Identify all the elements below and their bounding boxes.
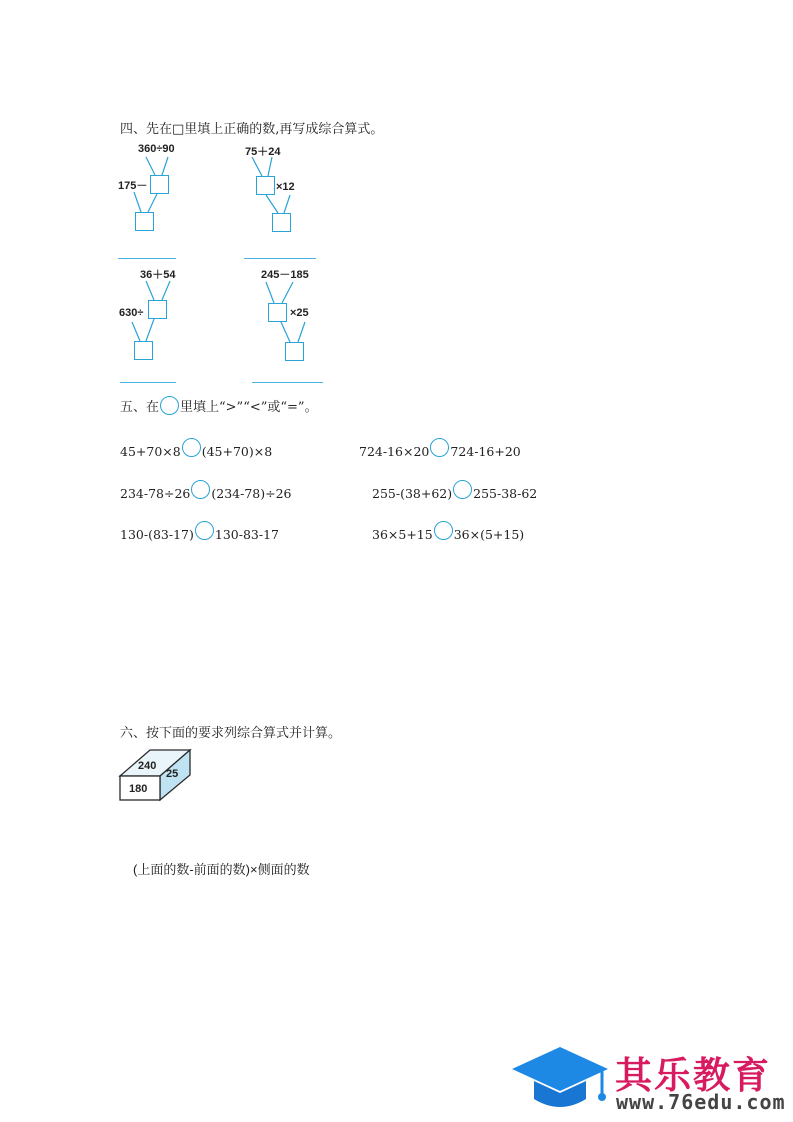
expr-left: 36×5+15: [372, 527, 433, 542]
diagram-top-expr: 36＋54: [140, 269, 176, 281]
comparison-item: [120, 484, 292, 503]
brand-url[interactable]: www.76edu.com: [616, 1090, 786, 1114]
diagram-top-expr: 245－185: [261, 269, 309, 281]
diagram-top-expr: 360÷90: [138, 143, 175, 155]
cuboid-front-number: 180: [129, 783, 148, 795]
comparison-item: [120, 525, 279, 544]
cuboid-side-number: 25: [166, 768, 179, 780]
expr-right: (234-78)÷26: [211, 486, 292, 501]
compare-circle[interactable]: [434, 521, 453, 540]
tree-connectors: [0, 0, 793, 400]
section4-heading: 四、先在□里填上正确的数,再写成综合算式。: [120, 122, 384, 137]
diagram-side-expr: 630÷: [119, 307, 144, 319]
expr-right: 130-83-17: [214, 527, 279, 542]
comparison-item: [372, 484, 537, 503]
compare-circle[interactable]: [430, 438, 449, 457]
diagram-side-expr: 175－: [118, 180, 148, 192]
compare-circle[interactable]: [191, 480, 210, 499]
brand-name: 其乐教育: [615, 1054, 771, 1097]
heading-text-post: 里填上“>”“<”或“=”。: [180, 400, 318, 415]
expr-left: 130-(83-17): [120, 527, 194, 542]
expr-right: (45+70)×8: [201, 444, 273, 459]
section5-heading: [120, 396, 318, 417]
graduation-cap-icon: [510, 1043, 610, 1115]
diagram-top-expr: 75＋24: [245, 146, 281, 158]
expr-right: 255-38-62: [473, 486, 538, 501]
heading-text-pre: 五、在: [120, 400, 160, 415]
comparison-item: [120, 442, 272, 461]
requirement-text: (上面的数-前面的数)×侧面的数: [133, 862, 310, 877]
cuboid-top-number: 240: [138, 760, 157, 772]
circle-icon: [160, 396, 179, 415]
compare-circle[interactable]: [182, 438, 201, 457]
diagram-side-expr: ×25: [290, 307, 309, 319]
expr-right: 724-16+20: [450, 444, 521, 459]
diagram-side-expr: ×12: [276, 181, 295, 193]
section6-heading: 六、按下面的要求列综合算式并计算。: [120, 726, 342, 741]
expr-left: 45+70×8: [120, 444, 181, 459]
expr-left: 724-16×20: [359, 444, 430, 459]
expr-left: 234-78÷26: [120, 486, 191, 501]
compare-circle[interactable]: [453, 480, 472, 499]
expr-right: 36×(5+15): [453, 527, 525, 542]
comparison-item: [359, 442, 521, 461]
compare-circle[interactable]: [195, 521, 214, 540]
cuboid-figure: [116, 746, 196, 804]
comparison-item: [372, 525, 524, 544]
expr-left: 255-(38+62): [372, 486, 453, 501]
